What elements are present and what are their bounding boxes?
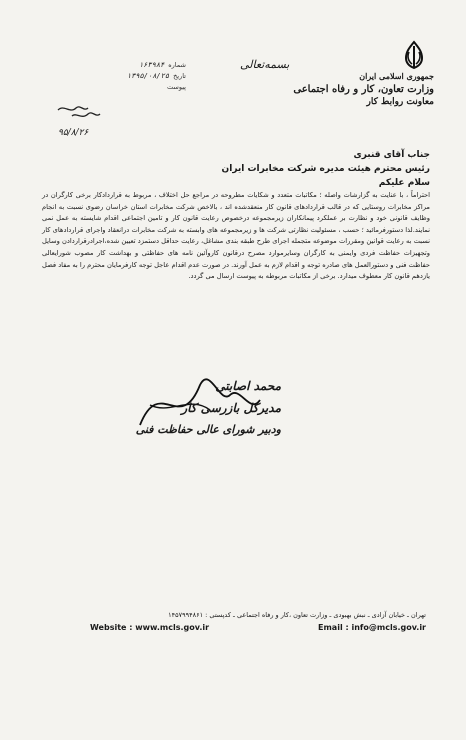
signer-name: محمد اصابتی bbox=[215, 379, 281, 393]
letter-footer bbox=[90, 610, 426, 632]
bismillah: بسمه‌تعالی bbox=[240, 58, 290, 71]
attachment-label: پیوست bbox=[167, 83, 186, 91]
footer-email[interactable]: Email : info@mcls.gov.ir bbox=[318, 623, 426, 632]
org-department: معاونت روابط کار bbox=[366, 97, 434, 107]
body-paragraph: احتراماً ، با عنایت به گزارشات واصله ؛ مکاتبات متعدد و شکایات مطروحه در مراجع حل اختلاف ، مربوط به قراردادکار برخی کارگران در مراکز مخابرات روستایی که در قالب قراردادهای قانون کار منعقدشده اند ، بالاخص شرکت مخابرات استان خراسان رضوی نسبت به انجام وظایف قانونی خود و نظارت بر عملکرد پیمانکاران زیرمجموعه درخصوص رعایت قانون کار و تامین اجتماعی اقدام شایسته به عمل نمی نمایند.لذا دستورفرمائید ؛ حسب ، مسئولیت نظارتی شرکت ها و زیرمجموعه های وابسته به شرکت مخابرات درانعقاد واجرای قراردادهای کار نسبت به رعایت قوانین ومقررات موضوعه متجمله اجرای طرح طبقه بندی مشاغل، رعایت حداقل دستمزد تعیین شده،اجرادرقراردادن وسایل وتجهیزات حفاظت فردی وایمنی به کارگران وسایرموارد مصرح درقانون کاروآئین نامه های حفاظتی و بهداشت کار مصوب شورایعالی حفاظت فنی و دستورالعمل های صادره توجه و اقدام لازم به عمل آورند. در صورت عدم اقدام عاجل توجه کارفرمایان محترم را به مفاد فصل یازدهم قانون کار معطوف میدارد. برخی از مکاتبات مربوطه به پیوست ارسال می گردد. bbox=[42, 191, 430, 281]
date-value: ۱۳۹۵/۰۸/۲۵ bbox=[126, 72, 170, 80]
handwritten-date: ۹۵/۸/۲۶ bbox=[58, 128, 89, 138]
letter-attachment-row bbox=[66, 82, 186, 93]
number-value: ۱۶۳۹۸۴ bbox=[138, 61, 165, 69]
footer-contact bbox=[90, 623, 426, 632]
signer-subtitle: ودبیر شورای عالی حفاظت فنی bbox=[135, 423, 281, 436]
letter-body bbox=[42, 190, 430, 285]
org-country: جمهوری اسلامی ایران bbox=[359, 71, 434, 81]
letter-date-row bbox=[66, 71, 186, 82]
signer-block bbox=[136, 375, 281, 441]
org-ministry: وزارت تعاون، کار و رفاه اجتماعی bbox=[293, 84, 434, 95]
date-label: تاریخ bbox=[173, 72, 186, 80]
greeting: سلام علیکم bbox=[378, 178, 430, 188]
recipient-name: جناب آقای قنبری bbox=[353, 150, 430, 160]
recipient-block bbox=[222, 148, 430, 190]
letter-meta bbox=[66, 60, 186, 93]
iran-emblem-icon bbox=[400, 40, 428, 70]
signer-title: مدیرکل بازرسی کار bbox=[181, 401, 281, 415]
footer-website[interactable]: Website : www.mcls.gov.ir bbox=[90, 623, 210, 632]
letter-number-row bbox=[66, 60, 186, 71]
recipient-title: رئیس محترم هیئت مدیره شرکت مخابرات ایران bbox=[221, 164, 430, 174]
footer-address: تهران ـ خیابان آزادی ـ نبش بهبودی ـ وزارت تعاون ،کار و رفاه اجتماعی ـ کدپستی : ۱۴۵۷۹۹۴۸۶۱ bbox=[168, 611, 426, 619]
number-label: شماره bbox=[168, 61, 186, 69]
organization-header bbox=[293, 70, 434, 109]
